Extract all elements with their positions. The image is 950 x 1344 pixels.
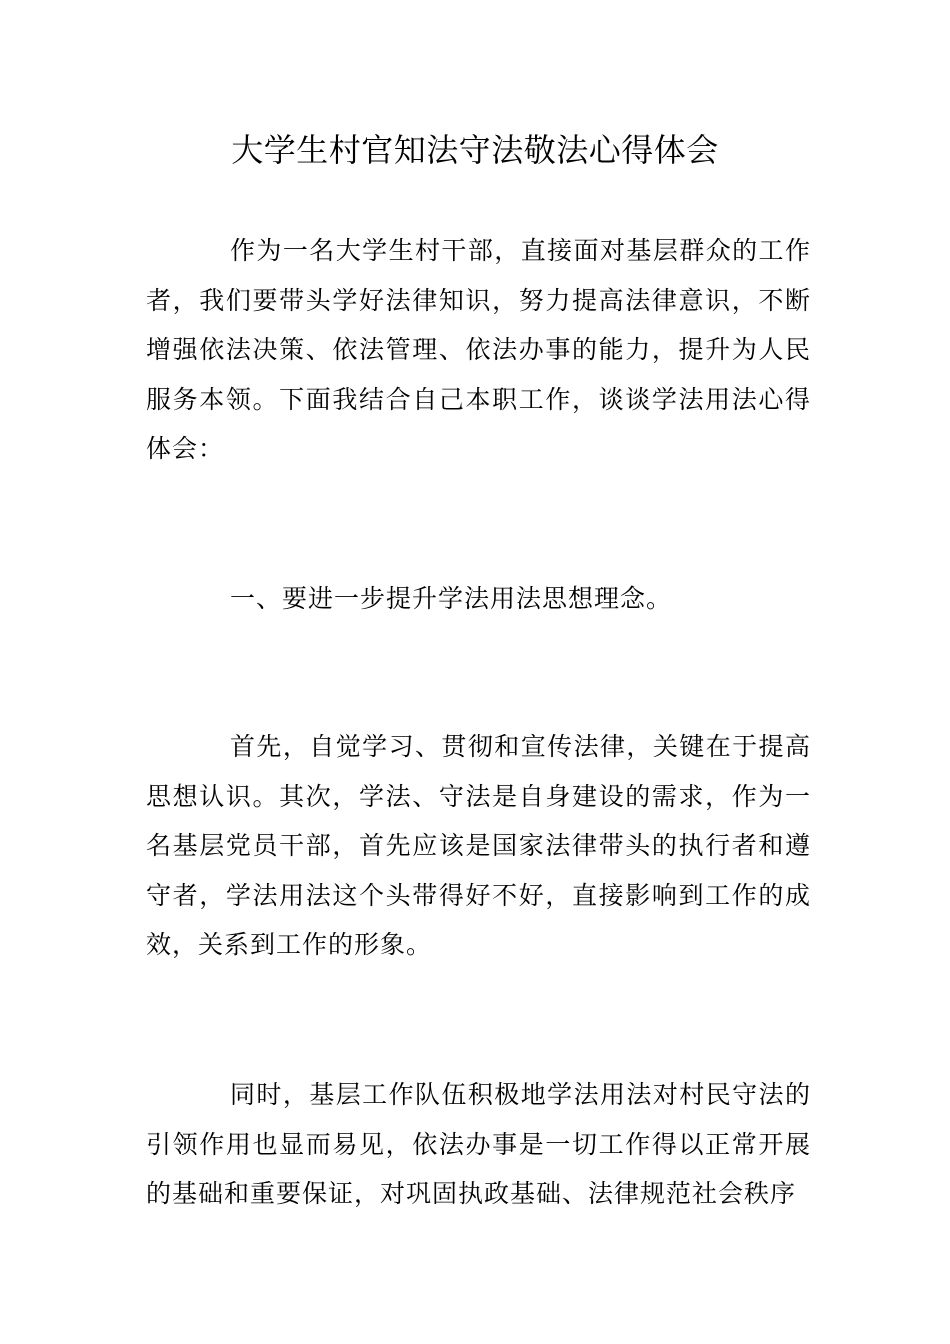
paragraph-second-point: 同时，基层工作队伍积极地学法用法对村民守法的引领作用也显而易见，依法办事是一切工作得以正常开展的基础和重要保证，对巩固执政基础、法律规范社会秩序: [146, 1080, 811, 1208]
document-title: 大学生村官知法守法敬法心得体会: [231, 131, 719, 169]
section-heading-1: 一、要进一步提升学法用法思想理念。: [230, 584, 673, 613]
paragraph-first-point: 首先，自觉学习、贯彻和宣传法律，关键在于提高思想认识。其次，学法、守法是自身建设的需求，作为一名基层党员干部，首先应该是国家法律带头的执行者和遵守者，学法用法这个头带得好不好，直接影响到工作的成效，关系到工作的形象。: [146, 732, 811, 959]
paragraph-intro: 作为一名大学生村干部，直接面对基层群众的工作者，我们要带头学好法律知识，努力提高法律意识，不断增强依法决策、依法管理、依法办事的能力，提升为人民服务本领。下面我结合自己本职工作，谈谈学法用法心得体会：: [146, 236, 811, 463]
